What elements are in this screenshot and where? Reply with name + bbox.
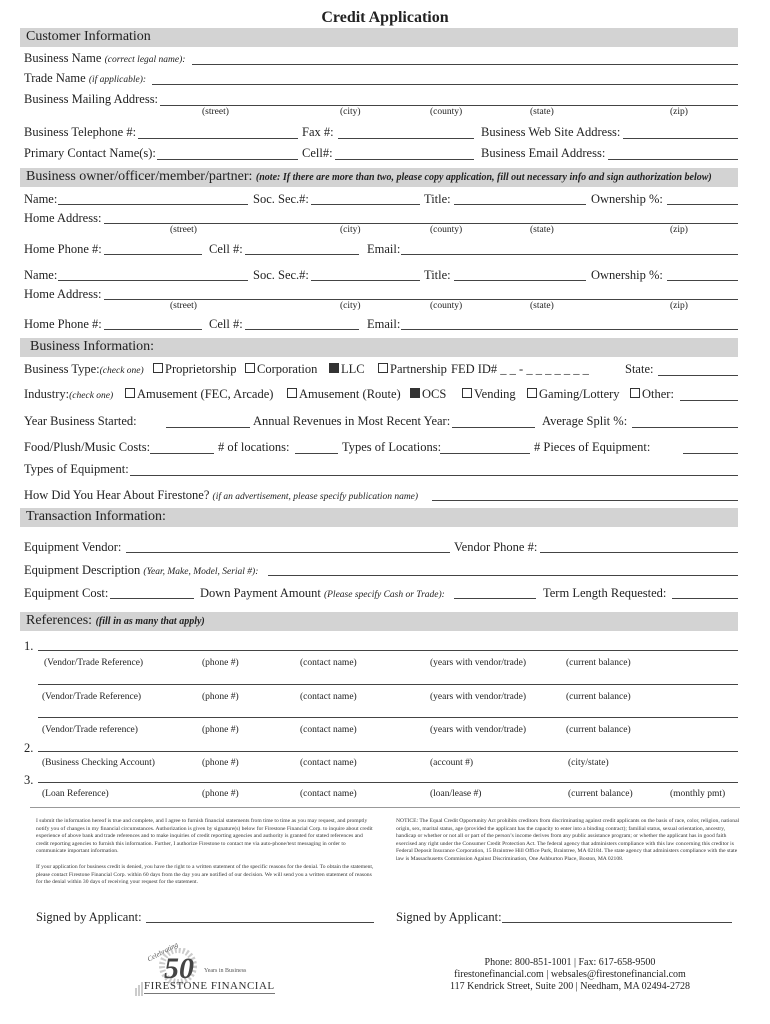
signature-field-right[interactable] [502,922,732,923]
section-header-owner: Business owner/officer/member/partner: (note: If there are more than two, please copy application, fill out necessary info and sign authorization below) [20,168,738,187]
ref3-col: (Vendor/Trade reference) [42,725,138,735]
down-payment-field[interactable] [454,598,536,599]
owner1-title-label: Title: [424,192,451,206]
owner2-cell-field[interactable] [245,329,359,330]
year-started-field[interactable] [166,427,250,428]
owner2-state-hint: (state) [530,301,554,311]
ref5-field[interactable] [38,782,738,783]
ref2-col: (Vendor/Trade Reference) [42,692,142,702]
owner2-ownership-label: Ownership %: [591,268,663,282]
checkbox-icon [527,388,537,398]
fed-id-field[interactable]: FED ID# _ _ - _ _ _ _ _ _ _ [451,362,589,376]
industry-vending-checkbox[interactable]: Vending [462,387,516,402]
owner2-name-label: Name: [24,268,58,282]
signature-label-right: Signed by Applicant: [396,910,502,924]
avg-split-label: Average Split %: [542,414,628,428]
mailing-address-field[interactable] [160,105,738,106]
owner2-street-hint: (street) [170,301,197,311]
section-header-business: Business Information: [20,338,738,357]
owner1-cell-field[interactable] [245,254,359,255]
owner2-home-address-field[interactable] [104,299,738,300]
primary-contact-field[interactable] [157,159,298,160]
annual-revenue-label: Annual Revenues in Most Recent Year: [253,414,451,428]
food-costs-label: Food/Plush/Music Costs: [24,440,151,454]
ref-number-1: 1. [24,639,34,653]
owner2-ssn-label: Soc. Sec.#: [253,268,309,282]
telephone-label: Business Telephone #: [24,125,137,139]
mailing-address-label: Business Mailing Address: [24,92,159,106]
checkbox-icon [378,363,388,373]
ref1-col: (phone #) [202,658,239,668]
type-llc-checkbox[interactable]: LLC [329,362,365,377]
equipment-types-label: Types of Equipment: [24,462,129,476]
owner2-city-hint: (city) [340,301,361,311]
ref3-col: (current balance) [566,725,631,735]
ref5-col: (loan/lease #) [430,789,482,799]
ref2-field[interactable] [38,684,738,685]
industry-other-checkbox[interactable]: Other: [630,387,674,402]
checkbox-icon [153,363,163,373]
owner1-title-field[interactable] [454,204,586,205]
addr-city-hint: (city) [340,107,361,117]
cost-field[interactable] [110,598,194,599]
owner1-ssn-field[interactable] [311,204,420,205]
industry-other-field[interactable] [680,400,738,401]
checkbox-icon [125,388,135,398]
owner1-cell-label: Cell #: [209,242,243,256]
fax-label: Fax #: [302,125,334,139]
owner2-zip-hint: (zip) [670,301,688,311]
checkbox-icon [462,388,472,398]
cell-label: Cell#: [302,146,333,160]
owner2-ownership-field[interactable] [667,280,738,281]
equipment-types-field[interactable] [130,475,738,476]
trade-name-label: Trade Name (if applicable): [24,71,147,85]
ref4-col: (Business Checking Account) [42,758,155,768]
ref1-col: (contact name) [300,658,357,668]
ref4-col: (account #) [430,758,473,768]
ref2-col: (current balance) [566,692,631,702]
term-label: Term Length Requested: [543,586,667,600]
owner1-home-phone-label: Home Phone #: [24,242,102,256]
owner2-ssn-field[interactable] [311,280,420,281]
logo-name: FIRESTONE FINANCIAL [144,980,275,992]
ref4-col: (contact name) [300,758,357,768]
ref1-col: (years with vendor/trade) [430,658,527,668]
contact-block [440,957,700,993]
location-types-field[interactable] [440,453,530,454]
business-email-label: Business Email Address: [481,146,606,160]
owner2-email-label: Email: [367,317,401,331]
cell-field[interactable] [335,159,474,160]
divider [30,807,740,808]
ref5-col: (contact name) [300,789,357,799]
industry-amusement-route-checkbox[interactable]: Amusement (Route) [287,387,401,402]
ref-number-3: 3. [24,773,34,787]
type-partnership-checkbox[interactable]: Partnership [378,362,447,377]
owner2-cell-label: Cell #: [209,317,243,331]
checkbox-filled-icon [410,388,420,398]
owner2-home-address-label: Home Address: [24,287,102,301]
owner1-home-address-field[interactable] [104,223,738,224]
section-header-transaction: Transaction Information: [20,508,738,527]
business-name-field[interactable] [192,64,738,65]
food-costs-field[interactable] [150,453,214,454]
signature-field-left[interactable] [146,922,374,923]
owner1-ssn-label: Soc. Sec.#: [253,192,309,206]
description-label: Equipment Description (Year, Make, Model, Serial #): [24,563,259,577]
industry-label: Industry:(check one) [24,387,114,401]
type-corporation-checkbox[interactable]: Corporation [245,362,317,377]
checkbox-icon [245,363,255,373]
ref3-col: (years with vendor/trade) [430,725,527,735]
ref1-field[interactable] [38,650,738,651]
ref2-col: (years with vendor/trade) [430,692,527,702]
owner2-home-phone-label: Home Phone #: [24,317,102,331]
fax-field[interactable] [338,138,474,139]
owner1-home-phone-field[interactable] [104,254,202,255]
ecoa-notice-text: NOTICE: The Equal Credit Opportunity Act prohibits creditors from discriminating against credit applicants on the basis of race, color, religion, national origin, sex, marital status, age (provided the applicant has the capacity to enter into a binding contract); familial status, sexual orientation, ancestry, handicap or whether or not all or part of the person’s income derives from any public assistance program; or whether the applicant has in good faith exercised any right under the Consumer Credit Protection Act. The federal agency that administers compliance with this law concerning this creditor is Federal Deposit Insurance Corporation, 15 Braintree Hill Office Park, Braintree, MA 02184. The state agency that administers compliance with the state law is Massachusetts Commission Against Discrimination, One Ashburton Place, Boston, MA 02108. [396,818,740,862]
owner2-email-field[interactable] [401,329,738,330]
contact-phone: Phone: 800-851-1001 | Fax: 617-658-9500 [484,957,656,968]
business-email-field[interactable] [608,159,738,160]
cost-label: Equipment Cost: [24,586,109,600]
owner2-title-field[interactable] [454,280,586,281]
pieces-field[interactable] [683,453,738,454]
firestone-logo [128,940,290,998]
annual-revenue-field[interactable] [452,427,535,428]
hear-about-label: How Did You Hear About Firestone? (if an advertisement, please specify publication name) [24,488,419,502]
checkbox-icon [287,388,297,398]
ref4-col: (city/state) [568,758,609,768]
industry-amusement-fec-checkbox[interactable]: Amusement (FEC, Arcade) [125,387,273,402]
addr-county-hint: (county) [430,107,463,117]
addr-state-hint: (state) [530,107,554,117]
owner1-ownership-label: Ownership %: [591,192,663,206]
hear-about-field[interactable] [432,500,738,501]
description-field[interactable] [268,575,738,576]
ref-number-2: 2. [24,741,34,755]
owner1-home-address-label: Home Address: [24,211,102,225]
owner1-name-field[interactable] [58,204,248,205]
pieces-label: # Pieces of Equipment: [534,440,651,454]
vendor-field[interactable] [126,552,450,553]
owner2-county-hint: (county) [430,301,463,311]
signature-label-left: Signed by Applicant: [36,910,142,924]
checkbox-icon [630,388,640,398]
primary-contact-label: Primary Contact Name(s): [24,146,156,160]
ref1-col: (Vendor/Trade Reference) [44,658,144,668]
trade-name-field[interactable] [152,84,738,85]
checkbox-filled-icon [329,363,339,373]
contact-address: 117 Kendrick Street, Suite 200 | Needham, MA 02494-2728 [450,981,690,992]
industry-ocs-checkbox[interactable]: OCS [410,387,446,402]
ref2-col: (contact name) [300,692,357,702]
ref2-col: (phone #) [202,692,239,702]
addr-street-hint: (street) [202,107,229,117]
owner1-county-hint: (county) [430,225,463,235]
locations-field[interactable] [295,453,338,454]
vendor-phone-label: Vendor Phone #: [454,540,538,554]
vendor-phone-field[interactable] [540,552,738,553]
addr-zip-hint: (zip) [670,107,688,117]
industry-gaming-checkbox[interactable]: Gaming/Lottery [527,387,620,402]
owner1-street-hint: (street) [170,225,197,235]
logo-years: Years in Business [204,968,247,974]
owner2-home-phone-field[interactable] [104,329,202,330]
state-field[interactable] [658,375,738,376]
vendor-label: Equipment Vendor: [24,540,122,554]
avg-split-field[interactable] [632,427,738,428]
owner2-name-field[interactable] [58,280,248,281]
page-title: Credit Application [321,9,449,26]
section-header-customer: Customer Information [20,28,738,47]
contact-web: firestonefinancial.com | websales@firestonefinancial.com [454,969,686,980]
owner1-email-field[interactable] [401,254,738,255]
year-started-label: Year Business Started: [24,414,137,428]
ref3-col: (contact name) [300,725,357,735]
website-label: Business Web Site Address: [481,125,621,139]
logo-50: 50 [164,952,194,985]
ref3-field[interactable] [38,717,738,718]
owner1-name-label: Name: [24,192,58,206]
ref4-col: (phone #) [202,758,239,768]
business-type-label: Business Type:(check one) [24,362,144,376]
type-proprietorship-checkbox[interactable]: Proprietorship [153,362,237,377]
state-label: State: [625,362,654,376]
term-field[interactable] [672,598,738,599]
owner1-city-hint: (city) [340,225,361,235]
ref5-col: (current balance) [568,789,633,799]
locations-label: # of locations: [218,440,290,454]
website-field[interactable] [623,138,738,139]
owner1-email-label: Email: [367,242,401,256]
section-header-references: References: (fill in as many that apply) [20,612,738,631]
ref4-field[interactable] [38,751,738,752]
ref1-col: (current balance) [566,658,631,668]
ref5-col: (phone #) [202,789,239,799]
telephone-field[interactable] [138,138,298,139]
owner1-zip-hint: (zip) [670,225,688,235]
logo-celebrating: Celebrating [146,940,180,964]
business-name-label: Business Name (correct legal name): [24,51,186,65]
ref5-col: (Loan Reference) [42,789,109,799]
authorization-text: I submit the information hereof is true and complete, and I agree to furnish financial statements from time to time as you may request, and promptly notify you of changes in my financial circumstances. Authorization is given by signature(s) below for Firestone Financial Corp. to inquire about credit experience of above bank and trade references and to make inquiries of credit reporting agencies and authority is granted for stated references and credit reporting agencies to furnish this information. Further, I authorize Firestone to contact me via auto-phone/text messaging in order to communicate important information. If your application for business credit is denied, you have the right to a written statement of the specific reasons for the denial. To obtain the statement, please contact Firestone Financial Corp. within 60 days from the day you are notified of our decision. We will send you a written statement of reasons for the denial within 30 days of receiving your request for the statement. [36,818,374,886]
owner1-ownership-field[interactable] [667,204,738,205]
owner1-state-hint: (state) [530,225,554,235]
down-payment-label: Down Payment Amount (Please specify Cash or Trade): [200,586,445,600]
ref3-col: (phone #) [202,725,239,735]
owner2-title-label: Title: [424,268,451,282]
location-types-label: Types of Locations: [342,440,442,454]
ref5-col: (monthly pmt) [670,789,726,799]
